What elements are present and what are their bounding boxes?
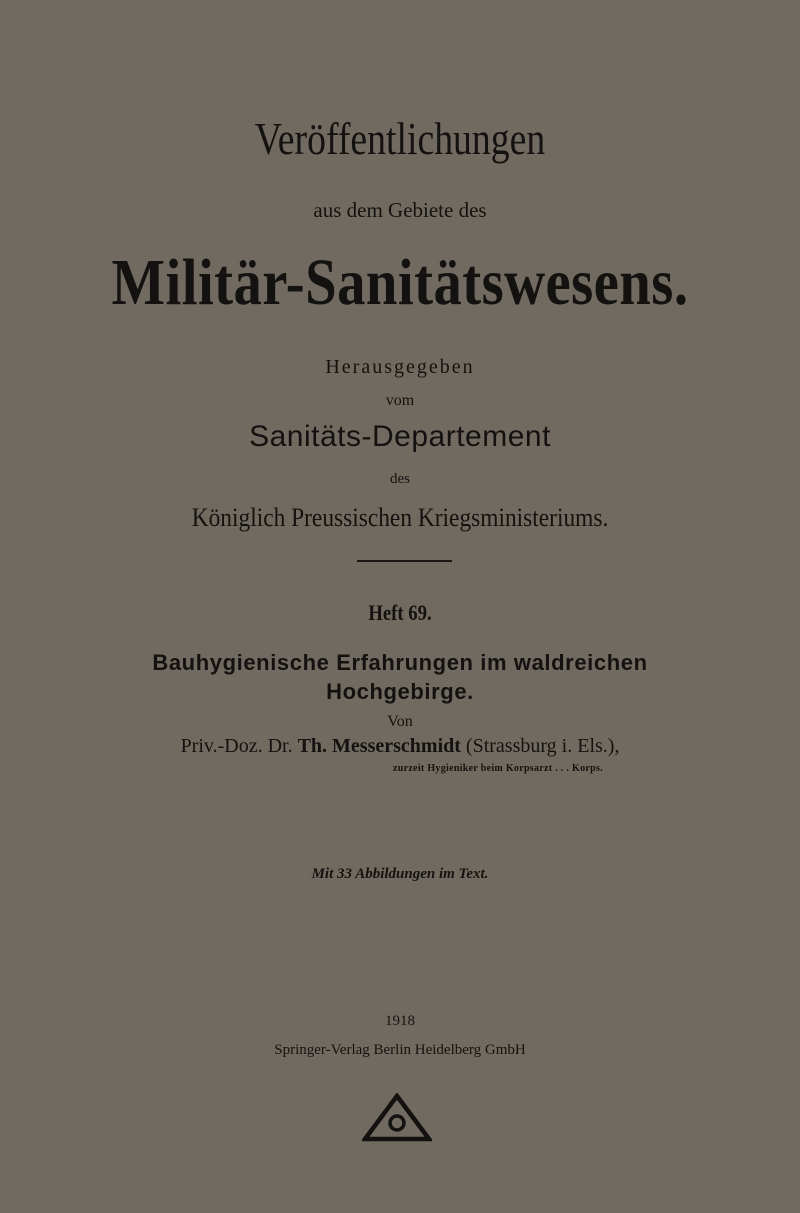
series-topic: Militär-Sanitätswesens. xyxy=(111,246,689,319)
author-prefix: Priv.-Doz. Dr. xyxy=(180,735,293,757)
ministry-name: Königlich Preussischen Kriegsministeriums. xyxy=(191,503,609,532)
des-text: des xyxy=(390,471,410,487)
series-title: Veröffentlichungen xyxy=(254,113,546,164)
work-title-line-1: Bauhygienische Erfahrungen im waldreichen xyxy=(152,650,648,675)
author-line xyxy=(0,735,800,758)
von-text: Von xyxy=(387,713,413,730)
edited-by: Herausgegeben xyxy=(325,356,475,378)
department-name: Sanitäts-Departement xyxy=(249,420,551,453)
series-subtitle: aus dem Gebiete des xyxy=(313,198,487,222)
work-title-line-2: Hochgebirge. xyxy=(326,679,474,704)
issue-number: Heft 69. xyxy=(368,600,432,625)
springer-triangle-logo-icon xyxy=(362,1093,432,1143)
publisher-name: Springer-Verlag Berlin Heidelberg GmbH xyxy=(274,1042,526,1058)
illustrations-note: Mit 33 Abbildungen im Text. xyxy=(311,866,489,882)
author-place: (Strassburg i. Els.), xyxy=(465,735,620,757)
publication-year: 1918 xyxy=(385,1013,415,1029)
divider-rule xyxy=(357,560,452,562)
author-note: zurzeit Hygieniker beim Korpsarzt . . . Korps. xyxy=(393,763,603,774)
vom-text: vom xyxy=(385,392,415,409)
author-name: Th. Messerschmidt xyxy=(297,735,461,757)
